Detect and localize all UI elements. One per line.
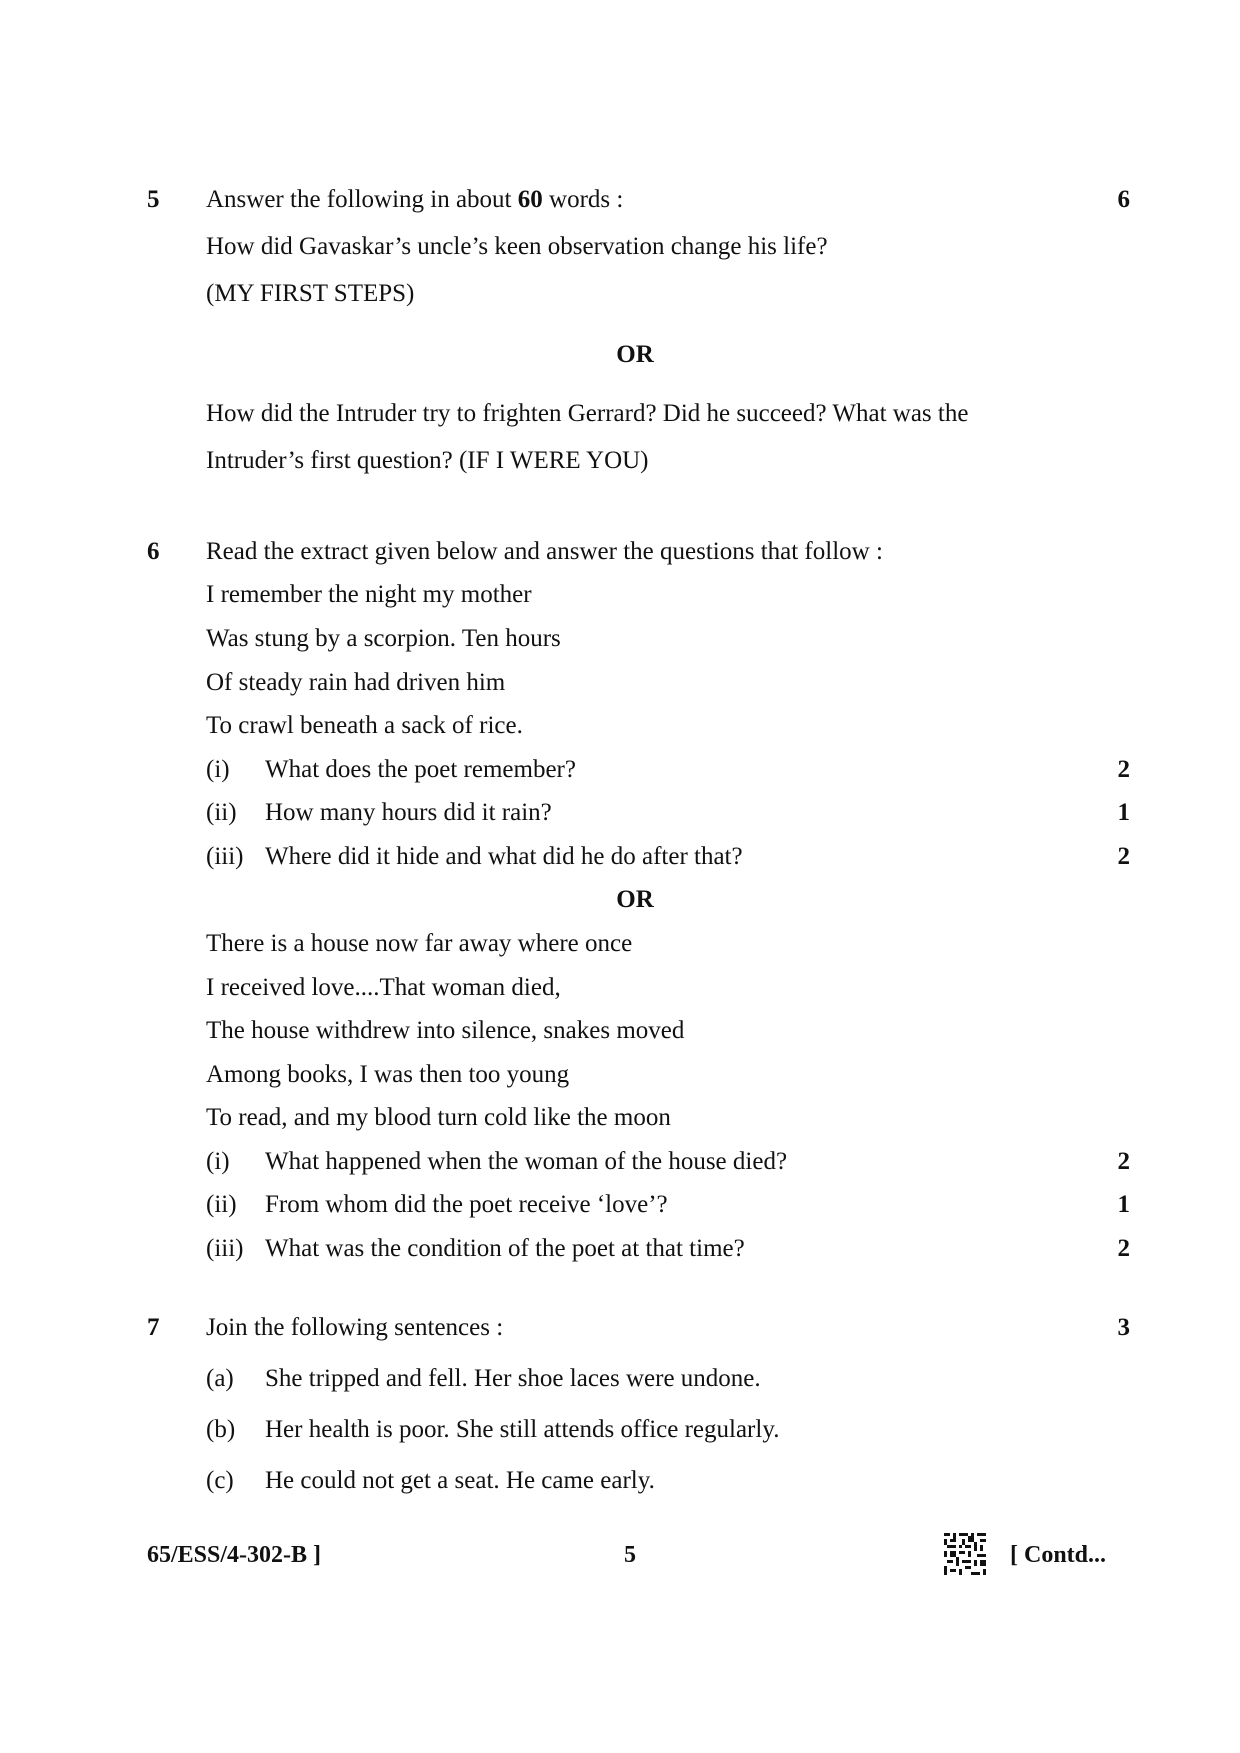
q6-sub-label: (iii) — [206, 1235, 244, 1262]
page-number: 5 — [624, 1542, 636, 1568]
q5-alt-line-2: Intruder’s first question? (IF I WERE YOU) — [206, 447, 649, 474]
poem2-line: To read, and my blood turn cold like the moon — [206, 1104, 671, 1131]
poem2-line: I received love....That woman died, — [206, 974, 561, 1001]
q6-sub-question: How many hours did it rain? — [265, 799, 552, 826]
q7-instruction: Join the following sentences : — [206, 1314, 504, 1341]
q6-or-label: OR — [616, 886, 654, 913]
q5-number: 5 — [147, 186, 160, 213]
q7-number: 7 — [147, 1314, 160, 1341]
q6-sub-marks: 2 — [1117, 756, 1130, 783]
q7-item-text: She tripped and fell. Her shoe laces were undone. — [265, 1365, 761, 1392]
q6-sub-marks: 2 — [1117, 1148, 1130, 1175]
q6-sub-label: (ii) — [206, 1191, 237, 1218]
q5-word-count: 60 — [517, 186, 543, 213]
q6-sub-question: Where did it hide and what did he do after that? — [265, 843, 743, 870]
q5-marks: 6 — [1117, 186, 1130, 213]
q5-instruction-pre: Answer the following in about — [206, 186, 518, 213]
q7-item-label: (c) — [206, 1467, 234, 1494]
q7-item-text: He could not get a seat. He came early. — [265, 1467, 655, 1494]
q6-sub-marks: 2 — [1117, 1235, 1130, 1262]
q6-sub-question: From whom did the poet receive ‘love’? — [265, 1191, 668, 1218]
poem2-line: The house withdrew into silence, snakes moved — [206, 1017, 685, 1044]
poem1-line: I remember the night my mother — [206, 581, 532, 608]
qr-code-icon — [944, 1533, 986, 1575]
q6-sub-marks: 1 — [1117, 799, 1130, 826]
q7-item-label: (b) — [206, 1416, 236, 1443]
q6-sub-label: (ii) — [206, 799, 237, 826]
paper-code: 65/ESS/4-302-B ] — [147, 1542, 322, 1568]
poem1-line: Of steady rain had driven him — [206, 669, 506, 696]
q5-source: (MY FIRST STEPS) — [206, 280, 415, 307]
poem2-line: Among books, I was then too young — [206, 1061, 570, 1088]
poem1-line: Was stung by a scorpion. Ten hours — [206, 625, 561, 652]
q7-marks: 3 — [1117, 1314, 1130, 1341]
q6-sub-question: What was the condition of the poet at that time? — [265, 1235, 745, 1262]
q6-instruction: Read the extract given below and answer the questions that follow : — [206, 538, 883, 565]
q6-number: 6 — [147, 538, 160, 565]
q6-sub-label: (iii) — [206, 843, 244, 870]
q5-question: How did Gavaskar’s uncle’s keen observation change his life? — [206, 233, 828, 260]
q7-item-text: Her health is poor. She still attends office regularly. — [265, 1416, 780, 1443]
q6-sub-label: (i) — [206, 756, 230, 783]
q6-sub-marks: 1 — [1117, 1191, 1130, 1218]
q5-alt-line-1: How did the Intruder try to frighten Gerrard? Did he succeed? What was the — [206, 400, 969, 427]
q5-instruction-post: words : — [542, 186, 624, 213]
q5-instruction — [206, 185, 623, 215]
q6-sub-question: What happened when the woman of the house died? — [265, 1148, 788, 1175]
q6-sub-question: What does the poet remember? — [265, 756, 576, 783]
q6-sub-marks: 2 — [1117, 843, 1130, 870]
poem1-line: To crawl beneath a sack of rice. — [206, 712, 523, 739]
q7-item-label: (a) — [206, 1365, 234, 1392]
q6-sub-label: (i) — [206, 1148, 230, 1175]
continued-label: [ Contd... — [1010, 1542, 1107, 1568]
q5-or-label: OR — [616, 341, 654, 368]
poem2-line: There is a house now far away where once — [206, 930, 633, 957]
